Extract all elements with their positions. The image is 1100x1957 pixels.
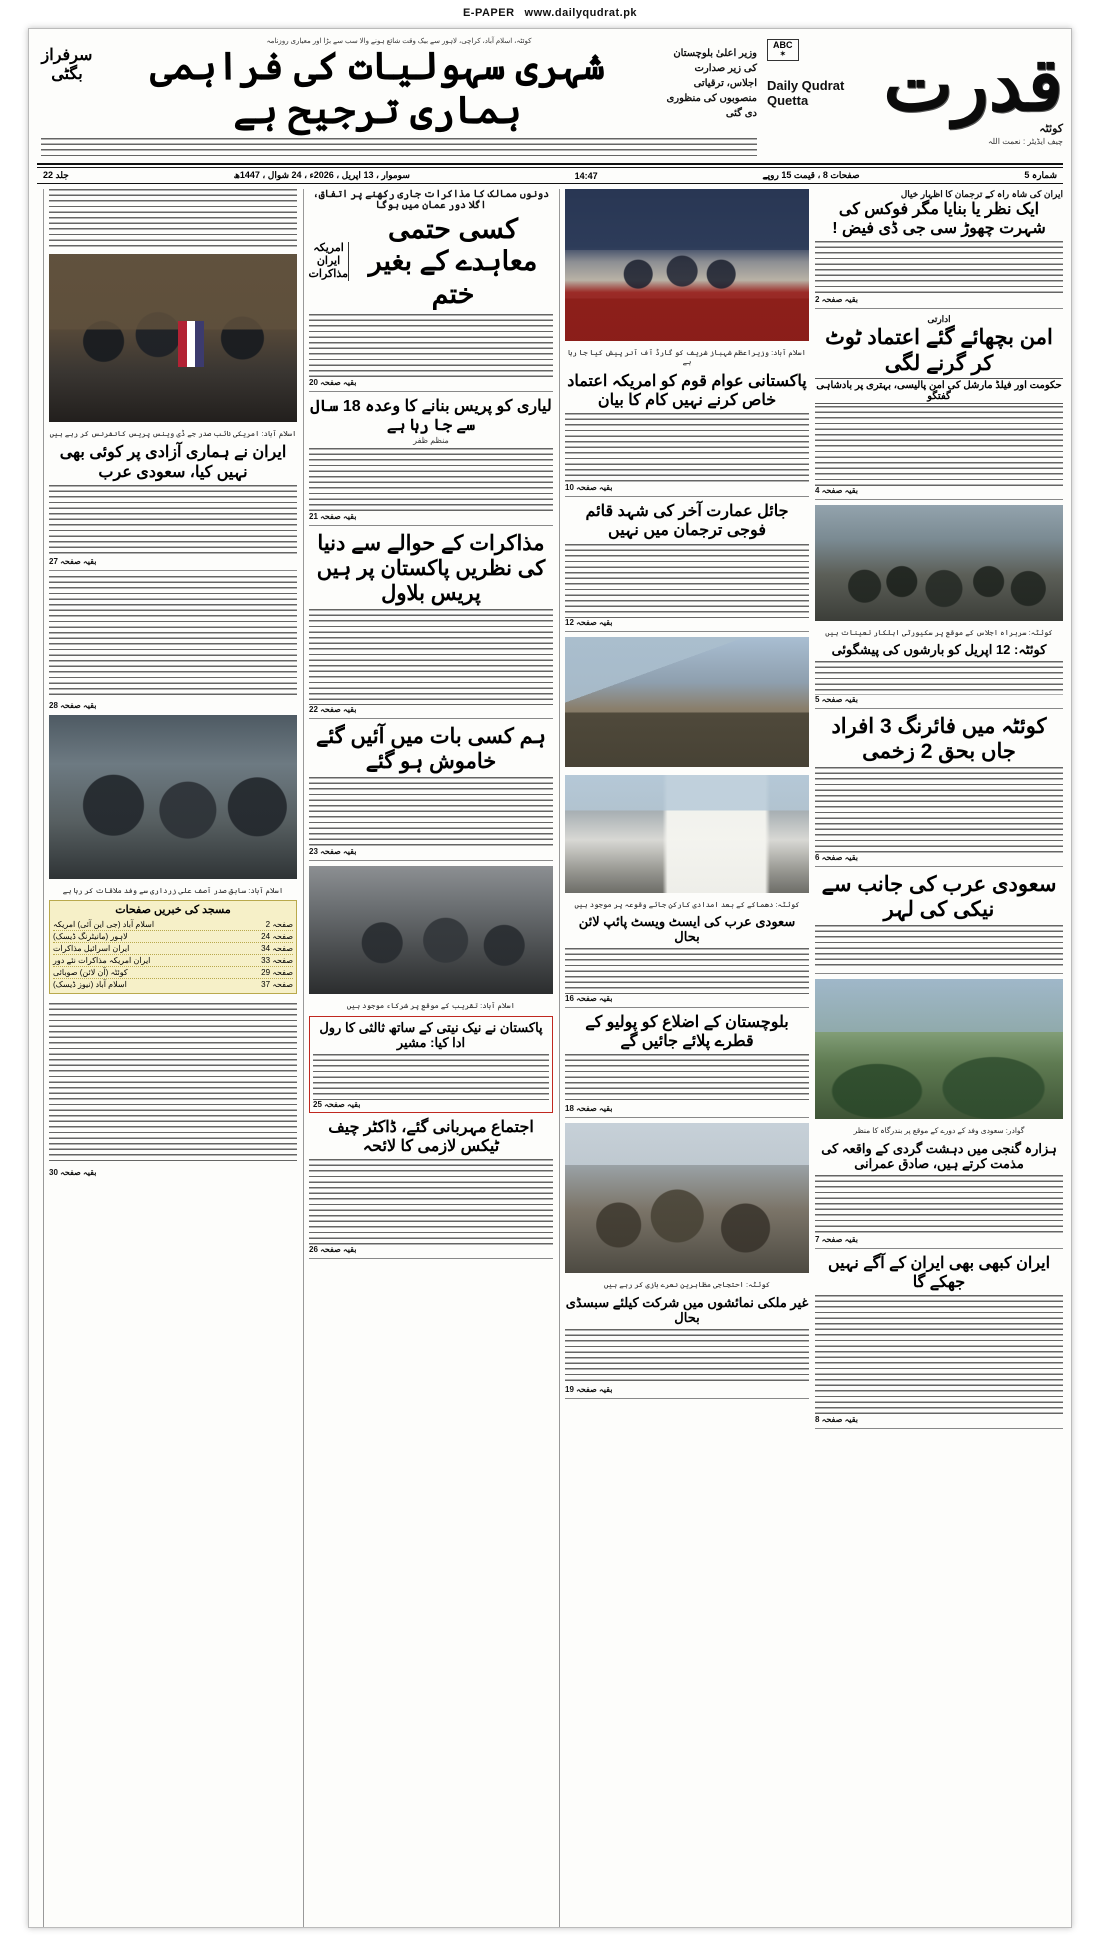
photo-crowd <box>815 505 1063 621</box>
continuation-16[interactable]: بقیہ صفحہ 25 <box>313 1100 361 1110</box>
continuation-10[interactable]: بقیہ صفحہ 18 <box>565 1104 613 1114</box>
story-s14[interactable] <box>565 1013 809 1118</box>
lead-headline: شہری سہولیات کی فراہمی ہماری ترجیح ہے <box>150 46 605 132</box>
index-row-label: لاہور (مانیٹرنگ ڈیسک) <box>53 932 128 942</box>
continuation-20[interactable]: بقیہ صفحہ 30 <box>49 1168 97 1178</box>
story-s2-headline: امن بچھائے گئے اعتماد ٹوٹ کر گرنے لگی <box>825 326 1053 375</box>
story-s12-headline: کوئٹہ: 12 اپریل کو بارشوں کی پیشگوئی <box>831 642 1047 658</box>
story-s6-headline: پاکستانی عوام قوم کو امریکہ اعتماد خاص کرنے نہیں کام کا بیان <box>567 372 807 409</box>
continuation-15[interactable]: بقیہ صفحہ 23 <box>309 847 357 857</box>
index-row-page: صفحہ 24 <box>261 932 293 942</box>
continuation-6[interactable]: بقیہ صفحہ 8 <box>815 1415 858 1425</box>
lead-body-text <box>41 138 757 159</box>
story-s12[interactable] <box>815 642 1063 709</box>
continuation-8[interactable]: بقیہ صفحہ 12 <box>565 617 613 627</box>
masthead-title: قدرت <box>883 42 1063 126</box>
story-s16[interactable] <box>309 1118 553 1259</box>
masthead-english-line2: Quetta <box>767 92 809 108</box>
story-s2-subhead: حکومت اور فیلڈ مارشل کی امن پالیسی، بہتری پر بادشاہی گفتگو <box>816 379 1062 402</box>
story-s15-body <box>313 1054 549 1100</box>
masthead-editor: چیف ایڈیٹر : نعمت اللہ <box>987 137 1063 147</box>
photo-gwadar <box>815 979 1063 1119</box>
issue-info-strip <box>37 167 1063 184</box>
story-s1-kicker: ایران کی شاہ راہ کے ترجمان کا اظہار خیال <box>900 189 1063 199</box>
continuation-7[interactable]: بقیہ صفحہ 10 <box>565 483 613 493</box>
story-s10-headline: کوئٹہ میں فائرنگ 3 افراد جاں بحق 2 زخمی <box>831 714 1047 763</box>
photo-press-conference <box>49 254 297 422</box>
index-row[interactable] <box>53 931 293 943</box>
index-row[interactable] <box>53 955 293 967</box>
story-s6[interactable] <box>565 372 809 497</box>
continuation-13[interactable]: بقیہ صفحہ 21 <box>309 511 357 521</box>
lead-kicker: وزیر اعلیٰ بلوچستان کی زیر صدارت اجلاس، ترقیاتی منصوبوں کی منظوری دی گئی <box>666 48 757 119</box>
story-s8[interactable] <box>309 724 553 861</box>
page-grid <box>37 189 1063 1928</box>
story-s3[interactable] <box>309 189 553 392</box>
index-row-page: صفحہ 33 <box>261 956 293 966</box>
continuation-2[interactable]: بقیہ صفحہ 4 <box>815 485 858 495</box>
photo-ceremony <box>309 866 553 994</box>
abc-label: ABC <box>773 40 793 50</box>
story-s13-headline: سعودی عرب کی ایسٹ ویسٹ پائپ لائن بحال <box>578 913 796 945</box>
continuation-5[interactable]: بقیہ صفحہ 7 <box>815 1235 858 1245</box>
index-row-label: ایران امریکہ مذاکرات نئے دور <box>53 956 151 966</box>
column-2 <box>559 189 809 1928</box>
index-box <box>49 900 297 994</box>
index-row-page: صفحہ 37 <box>261 980 293 990</box>
story-s13[interactable] <box>565 914 809 1008</box>
index-row-label: کوئٹہ (آن لائن) صوبائی <box>53 968 128 978</box>
story-s11-headline: سعودی عرب کی جانب سے نیکی کی لہر <box>821 873 1057 922</box>
story-s5-headline: جائل عمارت آخر کی شہد قائم فوجی ترجمان میں نہیں <box>585 503 789 540</box>
column-4-top-text <box>49 189 297 249</box>
story-s9-headline: ایران نے ہماری آزادی پر کوئی بھی نہیں کیا، سعودی عرب <box>59 444 287 481</box>
story-s3-side3: مذاکرات <box>308 268 348 281</box>
story-s13-body <box>565 948 809 994</box>
index-row-label: اسلام آباد (نیوز ڈیسک) <box>53 980 127 990</box>
story-s4-body <box>309 448 553 512</box>
story-s14-headline: بلوچستان کے اضلاع کو پولیو کے قطرے پلائے جائیں گے <box>585 1014 789 1051</box>
index-row-label: اسلام آباد (جی این آئی) امریکہ <box>53 920 155 930</box>
story-s3-side1: امریکہ <box>313 241 344 254</box>
photo-press-caption: اسلام آباد: امریکی نائب صدر جے ڈی وینس پریس کانفرنس کر رہے ہیں <box>49 429 297 438</box>
story-s3-side2: ایران <box>316 254 341 267</box>
story-s17[interactable] <box>565 1295 809 1399</box>
story-s9-body <box>49 485 297 557</box>
photo-guard-caption: اسلام آباد: وزیراعظم شہباز شریف کو گارڈ آف آنر پیش کیا جا رہا ہے <box>567 348 807 367</box>
column-4-mid-text <box>49 576 297 696</box>
story-s5-body <box>565 544 809 618</box>
story-s4-headline: لیاری کو پریس بنانے کا وعدہ 18 سال سے جا رہا ہے <box>310 398 552 435</box>
story-s19-body <box>815 1295 1063 1415</box>
story-s19-headline: ایران کبھی بھی ایران کے آگے نہیں جھکے گا <box>827 1255 1051 1292</box>
epaper-topbar <box>0 0 1100 26</box>
photo-gwadar-caption: گوادر: سعودی وفد کے دورے کے موقع پر بندرگاہ کا منظر <box>853 1126 1025 1136</box>
photo-protest <box>565 1123 809 1273</box>
column-3 <box>303 189 553 1928</box>
story-s7[interactable] <box>309 531 553 720</box>
masthead-tagline: کوئٹہ، اسلام آباد، کراچی، لاہور سے بیک وقت شائع ہونے والا سب سے بڑا اور معیاری روزنامہ <box>266 38 532 45</box>
story-s7-body <box>309 609 553 705</box>
photo-interview <box>49 715 297 879</box>
newspaper-sheet <box>28 28 1072 1928</box>
photo-guard-of-honour <box>565 189 809 341</box>
lead-story <box>37 37 757 159</box>
continuation-4[interactable]: بقیہ صفحہ 6 <box>815 853 858 863</box>
story-s1-body <box>815 241 1063 295</box>
story-s3-headline: کسی حتمی معاہدے کے بغیر ختم <box>368 214 538 309</box>
story-s11[interactable] <box>815 872 1063 974</box>
story-s8-body <box>309 777 553 847</box>
story-s2-kicker: ادارتی <box>927 314 951 325</box>
issue-pages: صفحات 8 ، قیمت 15 روپے <box>762 170 860 180</box>
issue-date: سوموار ، 13 اپریل ، 2026ء ، 24 شوال ، 1447ھ <box>233 170 410 180</box>
masthead-english-line1: Daily Qudrat <box>767 78 845 93</box>
story-s14-body <box>565 1054 809 1104</box>
story-s6-body <box>565 413 809 483</box>
photo-ambulance-caption: کوئٹہ: دھماکے کے بعد امدادی کارکن جائے وقوعہ پر موجود ہیں <box>574 899 800 909</box>
column-4 <box>43 189 297 1928</box>
photo-mountain-road <box>565 637 809 767</box>
story-s3-body <box>309 314 553 378</box>
story-s16-body <box>309 1159 553 1245</box>
story-s5[interactable] <box>565 502 809 631</box>
story-s10[interactable] <box>815 714 1063 867</box>
story-s19[interactable] <box>815 1254 1063 1429</box>
story-s2-body <box>815 406 1063 486</box>
story-s16-headline: اجتماع مہربانی گئے، ڈاکٹر چیف ٹیکس لازمی کا لائحہ <box>328 1119 534 1156</box>
story-s12-body <box>815 661 1063 695</box>
story-s11-body <box>815 925 1063 969</box>
continuation-12[interactable]: بقیہ صفحہ 20 <box>309 378 357 388</box>
photo-ceremony-caption: اسلام آباد: تقریب کے موقع پر شرکاء موجود ہیں <box>346 1001 516 1011</box>
story-s18[interactable] <box>815 1141 1063 1249</box>
story-s7-headline: مذاکرات کے حوالے سے دنیا کی نظریں پاکستان پر ہیں پریس بلاول <box>316 531 546 605</box>
continuation-17[interactable]: بقیہ صفحہ 26 <box>309 1245 357 1255</box>
index-title: مسجد کی خبریں صفحات <box>115 904 231 917</box>
continuation-18[interactable]: بقیہ صفحہ 27 <box>49 556 97 566</box>
story-s17-headline: غیر ملکی نمائشوں میں شرکت کیلئے سبسڈی بحال <box>565 1294 809 1326</box>
index-row[interactable] <box>53 967 293 979</box>
story-s18-headline: ہزارہ گنجی میں دہشت گردی کے واقعہ کی مذمت کرتے ہیں، صادق عمرانی <box>821 1140 1057 1172</box>
lead-side-label: سرفراز بگٹی <box>41 47 93 84</box>
photo-crowd-caption: کوئٹہ: سربراہ اجلاس کے موقع پر سکیورٹی اہلکار تعینات ہیں <box>825 627 1053 637</box>
column-4-bottom-text <box>49 1003 297 1163</box>
story-s2[interactable] <box>815 314 1063 499</box>
story-s8-headline: ہم کسی بات میں آئیں گئے خاموش ہو گئے <box>316 725 546 774</box>
continuation-1[interactable]: بقیہ صفحہ 2 <box>815 295 858 305</box>
issue-volume: جلد 22 <box>43 170 69 180</box>
masthead-logo <box>763 37 1063 159</box>
issue-reg: 14:47 <box>574 170 598 181</box>
epaper-site-url[interactable]: www.dailyqudrat.pk <box>524 7 638 19</box>
story-s4[interactable] <box>309 397 553 525</box>
continuation-14[interactable]: بقیہ صفحہ 22 <box>309 705 357 715</box>
index-row-page: صفحہ 29 <box>261 968 293 978</box>
continuation-9[interactable]: بقیہ صفحہ 16 <box>565 994 613 1004</box>
story-s15[interactable] <box>309 1016 553 1113</box>
index-row-label: ایران اسرائیل مذاکرات <box>53 944 130 954</box>
index-row[interactable] <box>53 979 293 990</box>
photo-interview-caption: اسلام آباد: سابق صدر آصف علی زرداری سے وفد ملاقات کر رہا ہے <box>62 885 284 895</box>
story-s9[interactable] <box>49 443 297 570</box>
story-s4-byline: منظم ظفر <box>413 435 449 445</box>
photo-protest-caption: کوئٹہ: احتجاجی مظاہرین نعرے بازی کر رہے ہیں <box>603 1280 771 1290</box>
masthead <box>37 37 1063 165</box>
photo-ambulance <box>565 775 809 893</box>
epaper-label: E-PAPER <box>462 7 515 19</box>
issue-number: شمارہ 5 <box>1024 170 1057 180</box>
index-row[interactable] <box>53 943 293 955</box>
abc-badge: ABC ✶ <box>767 39 799 61</box>
story-s1[interactable] <box>815 189 1063 309</box>
story-s10-body <box>815 767 1063 853</box>
story-s18-body <box>815 1175 1063 1235</box>
continuation-19[interactable]: بقیہ صفحہ 28 <box>49 700 97 710</box>
continuation-3[interactable]: بقیہ صفحہ 5 <box>815 694 858 704</box>
column-1 <box>815 189 1063 1928</box>
masthead-english <box>767 79 844 109</box>
index-row-page: صفحہ 2 <box>265 920 293 930</box>
story-s3-kicker: دونوں ممالک کا مذاکرات جاری رکھنے پر اتفاق، اگلا دور عمان میں ہوگا <box>312 189 550 211</box>
story-s17-body <box>565 1329 809 1385</box>
index-row[interactable] <box>53 919 293 931</box>
continuation-11[interactable]: بقیہ صفحہ 19 <box>565 1385 613 1394</box>
masthead-subtitle: کوئٹہ <box>1039 123 1063 136</box>
story-s1-headline: ایک نظر یا بنایا مگر فوکس کی شہرت چھوڑ سی جی ڈی فیض ! <box>832 201 1046 238</box>
story-s15-headline: پاکستان نے نیک نیتی کے ساتھ ثالثی کا رول ادا کیا: مشیر <box>319 1019 543 1051</box>
index-row-page: صفحہ 34 <box>261 944 293 954</box>
